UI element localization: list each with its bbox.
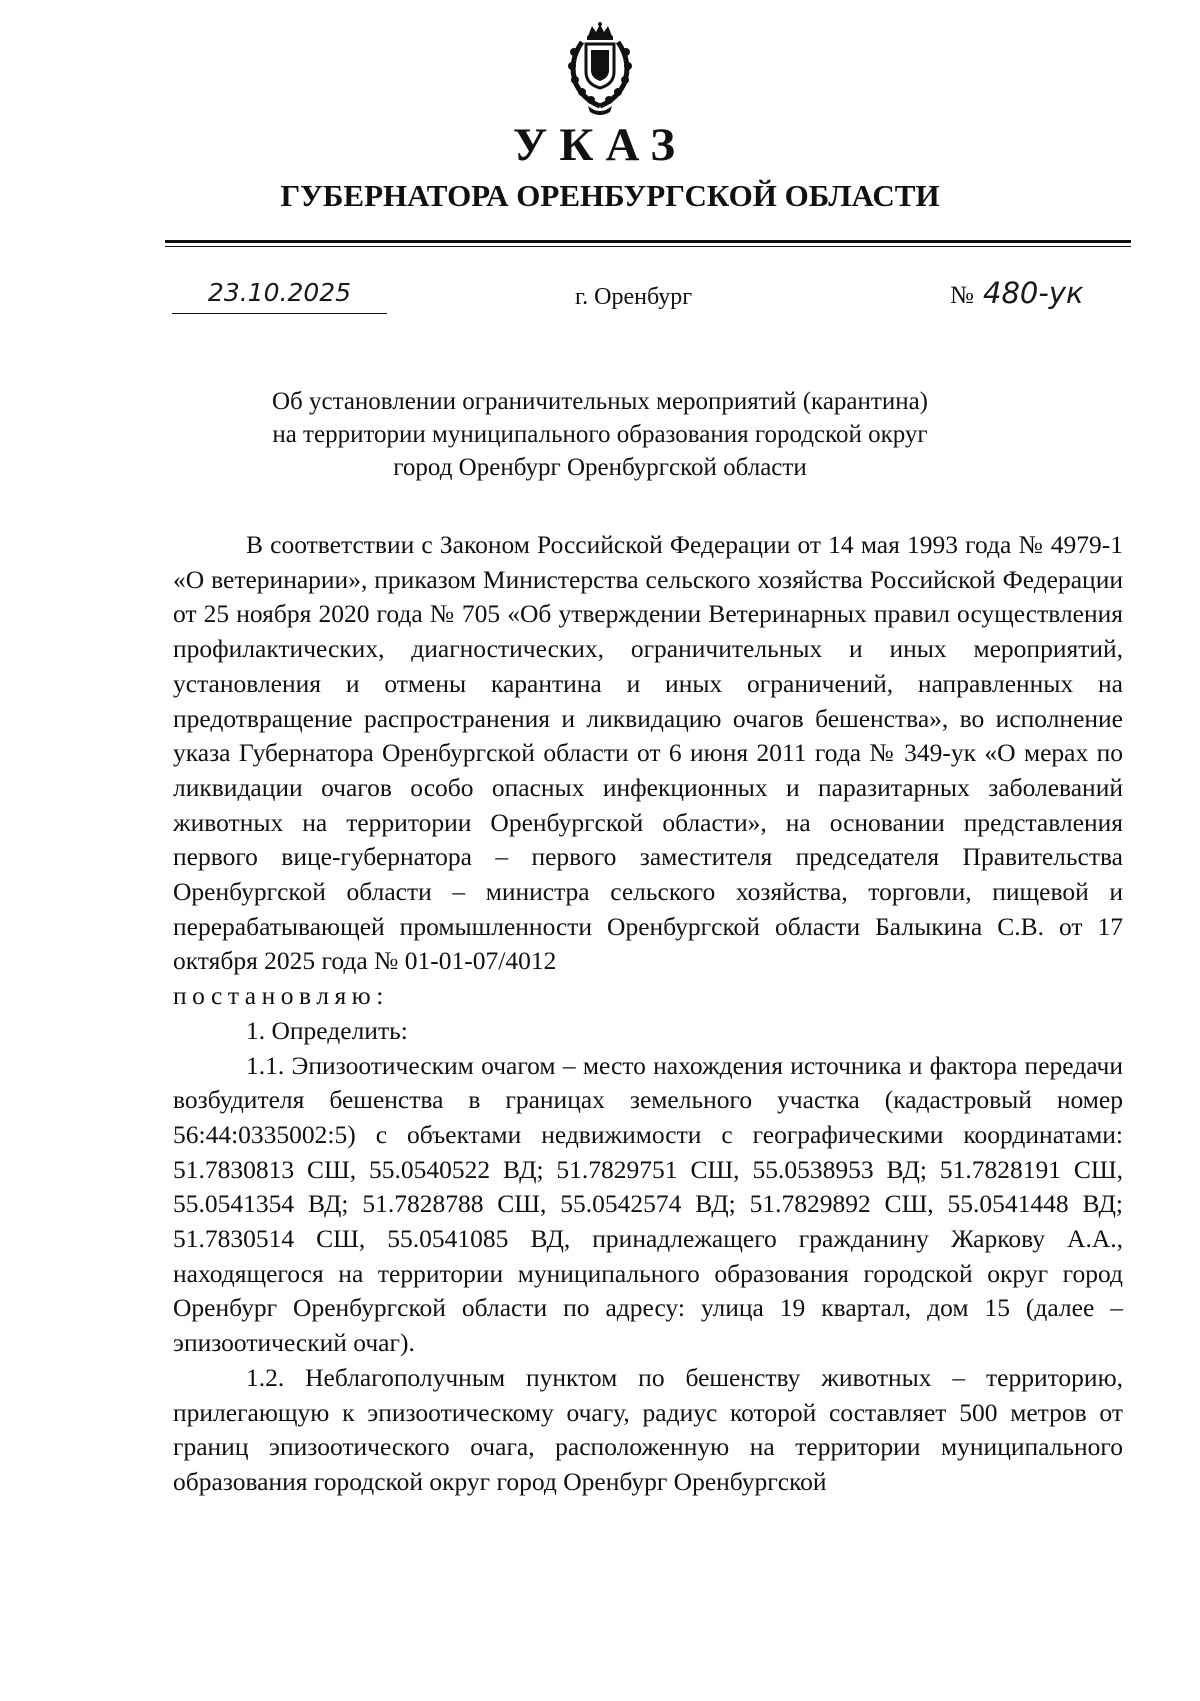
decree-city: г. Оренбург <box>575 284 693 310</box>
decree-issuer: ГУБЕРНАТОРА ОРЕНБУРГСКОЙ ОБЛАСТИ <box>280 178 940 213</box>
header-rule-thin <box>165 246 1131 247</box>
number-label: № <box>950 282 974 309</box>
subject-line: Об установлении ограничительных мероприятий (карантина) <box>271 388 929 415</box>
item-1-2: 1.2. Неблагополучным пунктом по бешенству животных – территорию, прилегающую к эпизоотическому очагу, радиус которой составляет 500 метров от границ эпизоотического очага, расположенную на территории муниципального образования городской округ город Оренбург Оренбургской <box>173 1362 1123 1496</box>
item-1: 1. Определить: <box>246 1015 408 1045</box>
subject-line: город Оренбург Оренбургской области <box>393 454 807 481</box>
decree-title: УКАЗ <box>512 119 688 171</box>
decree-body <box>173 528 1123 1500</box>
date-underline <box>172 313 387 314</box>
preamble-paragraph: В соответствии с Законом Российской Федерации от 14 мая 1993 года № 4979-1 «О ветеринарии», приказом Министерства сельского хозяйства Российской Федерации от 25 ноября 2020 года № 705 «Об утверждении Ветеринарных правил осуществления профилактических, диагностических, ограничительных и иных мероприятий, установления и отмены карантина и иных ограничений, направленных на предотвращение распространения и ликвидацию очагов бешенства», во исполнение указа Губернатора Оренбургской области от 6 июня 2011 года № 349-ук «О мерах по ликвидации очагов особо опасных инфекционных и паразитарных заболеваний животных на территории Оренбургской области», на основании представления первого вице-губернатора – первого заместителя председателя Правительства Оренбургской области – министра сельского хозяйства, торговли, пищевой и перерабатывающей промышленности Оренбургской области Балыкина С.В. от 17 октября 2025 года № 01-01-07/4012 <box>173 530 1123 976</box>
subject-line: на территории муниципального образования городской округ <box>272 421 928 448</box>
decree-word: постановляю: <box>173 981 389 1011</box>
decree-number: 480-ук <box>983 276 1084 310</box>
decree-subject <box>180 385 1020 484</box>
item-1-1: 1.1. Эпизоотическим очагом – место нахождения источника и фактора передачи возбудителя бешенства в границах земельного участка (кадастровый номер 56:44:0335002:5) с объектами недвижимости с географическими координатами: 51.7830813 СШ, 55.0540522 ВД; 51.7829751 СШ, 55.0538953 ВД; 51.7828191 СШ, 55.0541354 ВД; 51.7828788 СШ, 55.0542574 ВД; 51.7829892 СШ, 55.0541448 ВД; 51.7830514 СШ, 55.0541085 ВД, принадлежащего гражданину Жаркову А.А., находящегося на территории муниципального образования городской округ город Оренбург Оренбургской области по адресу: улица 19 квартал, дом 15 (далее – эпизоотический очаг). <box>173 1050 1123 1358</box>
header-rule-thick <box>165 240 1131 243</box>
coat-of-arms-emblem <box>560 22 640 117</box>
decree-date: 23.10.2025 <box>207 278 352 307</box>
